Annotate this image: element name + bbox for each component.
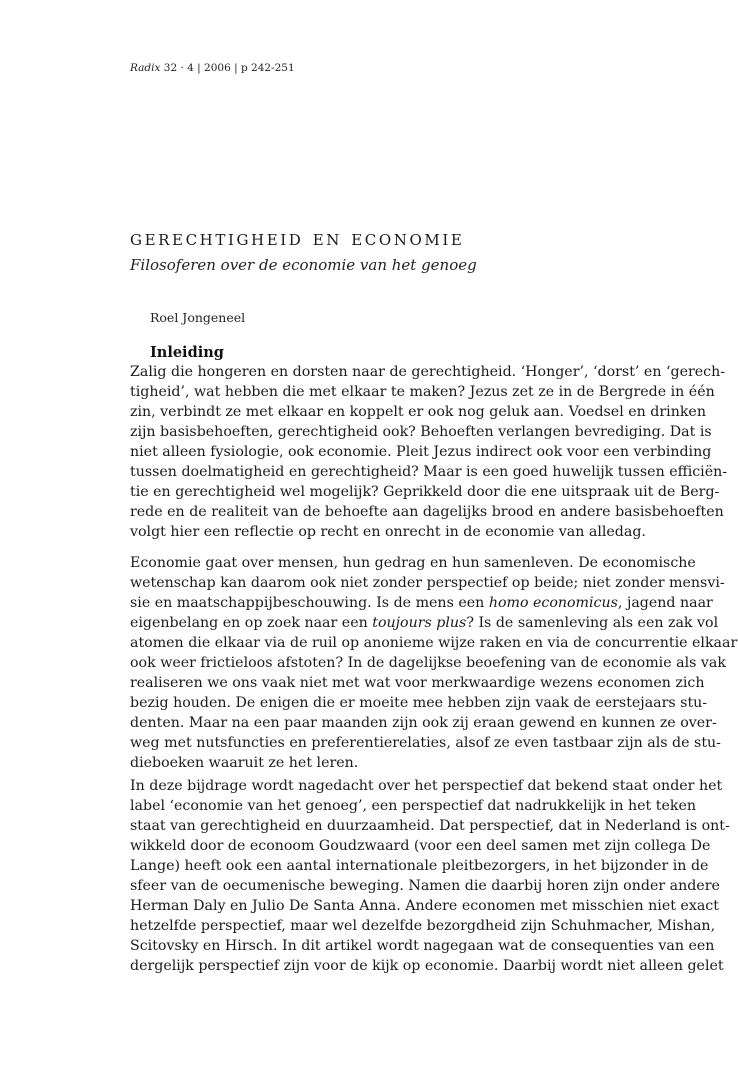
text-line: hetzelfde perspectief, maar wel dezelfde bezorgdheid zijn Schuhmacher, Mishan, — [130, 918, 716, 934]
text-line: Scitovsky en Hirsch. In dit artikel wordt nagegaan wat de consequenties van een — [130, 938, 715, 954]
journal-name: Radix — [130, 62, 161, 74]
text-line: Lange) heeft ook een aantal internationale pleitbezorgers, in het bijzonder in de — [130, 858, 709, 874]
text-segment: , jagend naar — [617, 595, 713, 611]
text-line: realiseren we ons vaak niet met wat voor merkwaardige wezens economen zich — [130, 675, 705, 691]
text-line: niet alleen fysiologie, ook economie. Pleit Jezus indirect ook voor een verbinding — [130, 444, 712, 460]
text-line: dieboeken waaruit ze het leren. — [130, 755, 359, 771]
paragraph-contribution — [130, 776, 730, 976]
paragraph-economics — [130, 553, 738, 773]
text-line: ook weer frictieloos afstoten? In de dagelijkse beoefening van de economie als vak — [130, 655, 726, 671]
text-segment: eigenbelang en op zoek naar een — [130, 615, 368, 631]
text-line: denten. Maar na een paar maanden zijn ook zij eraan gewend en kunnen ze over- — [130, 715, 717, 731]
text-line: bezig houden. De enigen die er moeite mee hebben zijn vaak de eerstejaars stu- — [130, 695, 708, 711]
text-segment: ? Is de samenleving als een zak vol — [466, 615, 719, 631]
running-head — [130, 62, 295, 74]
text-line: In deze bijdrage wordt nagedacht over het perspectief dat bekend staat onder het — [130, 778, 723, 794]
text-line: wetenschap kan daarom ook niet zonder perspectief op beide; niet zonder mensvi- — [130, 575, 725, 591]
text-line: Zalig die hongeren en dorsten naar de gerechtigheid. ‘Honger’, ‘dorst’ en ‘gerech- — [130, 364, 726, 380]
article-title: gerechtigheid en economie — [130, 226, 465, 250]
text-line: Herman Daly en Julio De Santa Anna. Andere economen met misschien niet exact — [130, 898, 719, 914]
text-line: wikkeld door de econoom Goudzwaard (voor een deel samen met zijn collega De — [130, 838, 711, 854]
italic-term: homo economicus — [488, 595, 618, 611]
text-line: atomen die elkaar via de ruil op anonieme wijze raken en via de concurrentie elkaar — [130, 635, 738, 651]
issue-details: 32 · 4 | 2006 | p 242-251 — [160, 62, 295, 74]
article-subtitle: Filosoferen over de economie van het genoeg — [130, 256, 477, 274]
text-line: zin, verbindt ze met elkaar en koppelt er ook nog geluk aan. Voedsel en drinken — [130, 404, 706, 420]
text-line: label ‘economie van het genoeg’, een perspectief dat nadrukkelijk in het teken — [130, 798, 696, 814]
text-segment: sie en maatschappijbeschouwing. Is de mens een — [130, 595, 485, 611]
italic-term: toujours plus — [372, 615, 467, 631]
text-line: volgt hier een reflectie op recht en onrecht in de economie van alledag. — [130, 524, 646, 540]
text-line: tussen doelmatigheid en gerechtigheid? Maar is een goed huwelijk tussen efficiën- — [130, 464, 728, 480]
text-line: weg met nutsfuncties en preferentierelaties, alsof ze even tastbaar zijn als de stu- — [130, 735, 721, 751]
text-line: zijn basisbehoeften, gerechtigheid ook? Behoeften verlangen bevrediging. Dat is — [130, 424, 712, 440]
paragraph-intro — [130, 362, 728, 542]
text-line: rede en de realiteit van de behoefte aan dagelijks brood en andere basisbehoeften — [130, 504, 724, 520]
text-line: sfeer van de oecumenische beweging. Namen die daarbij horen zijn onder andere — [130, 878, 720, 894]
author-name: Roel Jongeneel — [150, 310, 246, 325]
text-line: Economie gaat over mensen, hun gedrag en hun samenleven. De economische — [130, 555, 696, 571]
text-line — [130, 593, 713, 613]
text-line — [130, 613, 719, 633]
text-line: dergelijk perspectief zijn voor de kijk op economie. Daarbij wordt niet alleen gelet — [130, 958, 724, 974]
section-heading: Inleiding — [150, 344, 224, 361]
text-line: tigheid’, wat hebben die met elkaar te maken? Jezus zet ze in de Bergrede in één — [130, 384, 715, 400]
text-line: tie en gerechtigheid wel mogelijk? Geprikkeld door die ene uitspraak uit de Berg- — [130, 484, 720, 500]
text-line: staat van gerechtigheid en duurzaamheid. Dat perspectief, dat in Nederland is ont- — [130, 818, 730, 834]
